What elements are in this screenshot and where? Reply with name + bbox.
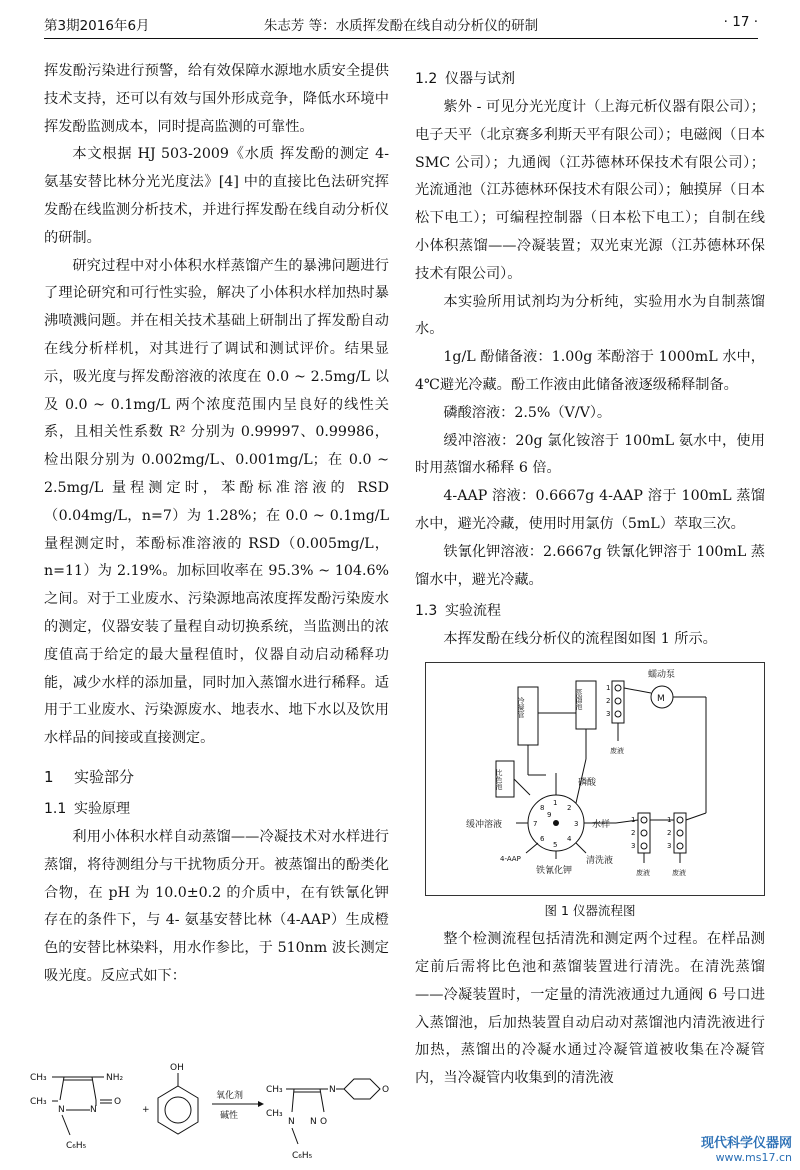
subsection-title: 实验原理 [74,800,130,817]
paragraph: 本实验所用试剂均为分析纯，实验用水为自制蒸馏水。 [415,293,765,338]
valve-port-label: 1 [606,684,611,693]
water-sample-label: 水样 [592,820,611,831]
section-heading [44,764,389,790]
paragraph: 利用小体积水样自动蒸馏——冷凝技术对水样进行蒸馏，将待测组分与干扰物质分开。被蒸馏出的酚类化合物，在 pH 为 10.0±0.2 的介质中，在有铁氰化钾存在的条件下，与 4- 氨基安替比林（4-AAP）生成橙色的安替比林染料，用水作参比，于 510nm 波长测定吸光度。反应式如下： [44,828,389,984]
aap-structure [30,1073,124,1151]
distill-pool-label: 蒸馏池 [575,689,583,711]
svg-text:3: 3 [667,842,672,851]
svg-text:6: 6 [540,835,545,844]
svg-text:9: 9 [547,811,552,820]
subsection-heading [415,598,765,624]
subsection-heading [415,66,765,92]
oh-label: OH [170,1063,184,1073]
subsection-title: 实验流程 [445,603,501,620]
ch3-label: CH₃ [266,1109,283,1119]
plus-sign: + [142,1105,150,1115]
buffer-label: 缓冲溶液 [466,820,503,831]
paragraph: 本文根据 HJ 503-2009《水质 挥发酚的测定 4- 氨基安替比林分光光度法》[4] 中的直接比色法研究挥发酚在线监测分析技术，并进行挥发酚在线自动分析仪的研制。 [44,146,389,246]
subsection-number: 1.3 [415,603,438,620]
cleaning-label: 清洗液 [586,856,614,867]
c6h5-label: C₆H₅ [66,1141,87,1151]
svg-text:8: 8 [540,804,545,813]
valve-a [638,813,650,853]
phenol-structure [158,1063,198,1134]
pump-label: 蠕动泵 [648,670,676,681]
section-number: 1 [44,767,54,786]
waste-label: 废液 [672,869,686,878]
svg-text:4: 4 [567,835,572,844]
svg-text:3: 3 [574,820,579,829]
watermark-url: www.ms17.cn [715,1151,792,1164]
paragraph: 整个检测流程包括清洗和测定两个过程。在样品测定前后需将比色池和蒸馏装置进行清洗。在清洗蒸馏——冷凝装置时，一定量的清洗液通过九通阀 6 号口进入蒸馏池，后加热装置自动启动对蒸馏池内清洗液进行加热，蒸馏出的冷凝水通过冷凝管道被收集在冷凝管内，当冷凝管内收集到的清洗液 [415,931,765,1087]
svg-text:2: 2 [567,804,572,813]
waste-label: 废液 [610,747,624,756]
ch3-label: CH₃ [30,1073,47,1083]
right-column [415,58,765,1093]
flow-diagram [425,662,765,896]
page-number: · 17 · [723,14,758,30]
ferricyanide-label: 铁氰化钾 [536,866,573,877]
n-label: N [288,1117,295,1127]
left-column [44,58,389,991]
svg-text:3: 3 [631,842,636,851]
svg-text:1: 1 [631,816,636,825]
paragraph: 缓冲溶液：20g 氯化铵溶于 100mL 氨水中，使用时用蒸馏水稀释 6 倍。 [415,432,765,477]
ch3-label: CH₃ [30,1097,47,1107]
svg-text:2: 2 [631,829,636,838]
valve-port-label: 2 [606,697,611,706]
nh2-label: NH₂ [106,1073,124,1083]
paragraph: 铁氰化钾溶液：2.6667g 铁氰化钾溶于 100mL 蒸馏水中，避光冷藏。 [415,543,765,588]
subsection-number: 1.1 [44,800,67,817]
pump-symbol: M [657,694,665,705]
aap-label: 4-AAP [500,855,521,864]
paragraph: 本挥发酚在线分析仪的流程图如图 1 所示。 [443,631,717,648]
article-running-title: 朱志芳 等：水质挥发酚在线自动分析仪的研制 [263,18,539,34]
c6h5-label: C₆H₅ [292,1151,313,1161]
paragraph: 1g/L 酚储备液：1.00g 苯酚溶于 1000mL 水中，4℃避光冷藏。酚工作液由此储备液逐级稀释制备。 [415,349,765,393]
svg-text:1: 1 [667,816,672,825]
reagent-label: 氧化剂 [216,1091,244,1101]
condenser-label: 冷凝管 [517,697,525,719]
ch3-label: CH₃ [266,1085,283,1095]
figure-caption: 图 1 仪器流程图 [544,903,636,919]
reaction-arrow [212,1089,264,1121]
n-label: N [310,1117,317,1127]
paragraph: 4-AAP 溶液：0.6667g 4-AAP 溶于 100mL 蒸馏水中，避光冷藏，使用时用氯仿（5mL）萃取三次。 [415,488,765,532]
svg-text:2: 2 [667,829,672,838]
phosphoric-label: 磷酸 [578,778,597,789]
svg-text:5: 5 [553,841,558,850]
section-title: 实验部分 [74,767,135,786]
flow-diagram-svg [426,663,764,895]
n-label: N [58,1105,65,1115]
paragraph: 挥发酚污染进行预警，给有效保障水源地水质安全提供技术支持，还可以有效与国外形成竞争，降低水环境中挥发酚监测成本，同时提高监测的可靠性。 [44,63,389,135]
n-label: N [329,1085,336,1095]
o-label: O [320,1117,328,1127]
watermark [701,1132,792,1164]
n-label: N [90,1105,97,1115]
waste-label: 废液 [636,869,650,878]
subsection-heading [44,796,389,822]
svg-text:1: 1 [553,799,558,808]
product-structure [266,1079,389,1161]
paragraph: 磷酸溶液：2.5%（V/V）。 [443,404,612,421]
o-label: O [114,1097,122,1107]
svg-text:7: 7 [533,820,538,829]
o-label: O [382,1085,390,1095]
watermark-title: 现代科学仪器网 [700,1136,792,1151]
issue-info: 第3期2016年6月 [44,18,150,34]
valve-b [674,813,686,853]
paragraph: 紫外 - 可见分光光度计（上海元析仪器有限公司）；电子天平（北京赛多利斯天平有限公司）；电磁阀（日本 SMC 公司）；九通阀（江苏德林环保技术有限公司）；光流通池（江苏德林环保技术有限公司）；触摸屏（日本松下电工）；可编程控制器（日本松下电工）；自制在线小体积蒸馏——冷凝装置；双光束光源（江苏德林环保技术有限公司）。 [415,99,765,282]
paragraph: 研究过程中对小体积水样蒸馏产生的暴沸问题进行了理论研究和可行性实验，解决了小体积水样加热时暴沸喷溅问题。并在相关技术基础上研制出了挥发酚自动在线分析样机，对其进行了调试和测试评价。结果显示，吸光度与挥发酚溶液的浓度在 0.0 ~ 2.5mg/L 以及 0.0 ~ 0.1mg/L 两个浓度范围内呈良好的线性关系，且相关性系数 R² 分别为 0.99997、0.99986，检出限分别为 0.002mg/L、0.001mg/L；在 0.0 ~ 2.5mg/L 量程测定时，苯酚标准溶液的 RSD（0.04mg/L，n=7）为 1.28%；在 0.0 ~ 0.1mg/L 量程测定时，苯酚标准溶液的 RSD（0.005mg/L，n=11）为 2.19%。加标回收率在 95.3% ~ 104.6% 之间。对于工业废水、污染源地高浓度挥发酚污染废水的测定，仪器安装了量程自动切换系统，当监测出的浓度值高于给定的最大量程值时，仪器自动启动稀释功能，减少水样的添加量，同时加入蒸馏水进行稀释。适用于工业废水、污染源废水、地表水、地下水以及饮用水样品的间接或直接测定。 [44,257,389,747]
color-cell-label: 比色池 [495,769,503,791]
valve-port-label: 3 [606,710,611,719]
reaction-equation [30,1060,390,1170]
subsection-title: 仪器与试剂 [445,71,515,87]
subsection-number: 1.2 [415,71,438,87]
running-header [44,8,758,39]
condition-label: 碱性 [220,1111,239,1121]
